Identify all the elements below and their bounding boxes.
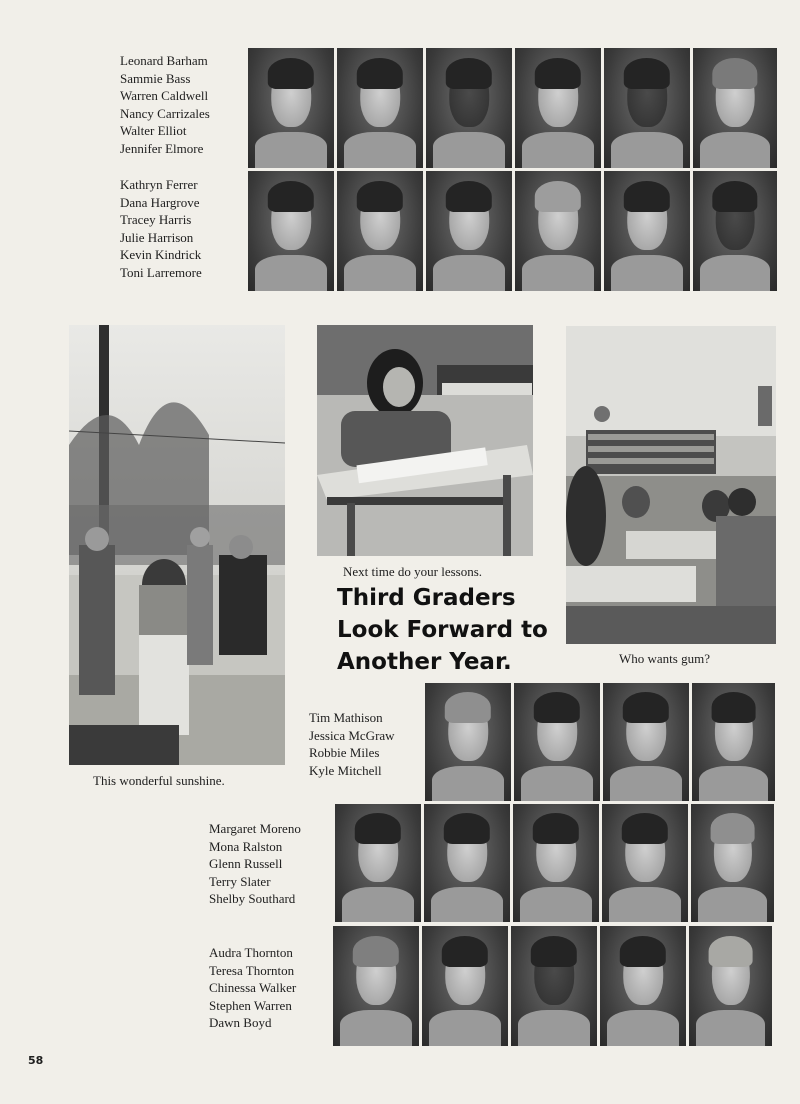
portrait-row-2: [248, 171, 777, 291]
student-portrait: [426, 48, 512, 168]
student-portrait: [424, 804, 510, 922]
photo-caption-sunshine: This wonderful sunshine.: [93, 773, 225, 788]
portrait-row-5: [333, 926, 772, 1046]
student-portrait: [425, 683, 511, 801]
student-portrait: [603, 683, 689, 801]
student-portrait: [248, 171, 334, 291]
student-portrait: [693, 171, 777, 291]
name-list-row-3: [309, 709, 395, 779]
student-portrait: [604, 48, 690, 168]
student-name: Audra Thornton: [209, 945, 293, 960]
student-portrait: [515, 171, 601, 291]
student-portrait: [333, 926, 419, 1046]
student-portrait: [514, 683, 600, 801]
student-portrait: [422, 926, 508, 1046]
page-headline: [337, 582, 548, 678]
student-name: Tracey Harris: [120, 212, 192, 228]
headline-line-2: Look Forward to: [337, 617, 548, 643]
portrait-row-1: [248, 48, 777, 168]
student-name: Kathryn Ferrer: [120, 177, 198, 192]
name-list-row-2: [120, 176, 202, 282]
student-name: Jennifer Elmore: [120, 140, 204, 156]
student-portrait: [604, 171, 690, 291]
student-name: Terry Slater: [209, 873, 271, 889]
outdoor-photo: [69, 325, 285, 765]
student-name: Stephen Warren: [209, 997, 292, 1013]
student-name: Shelby Southard: [209, 891, 296, 907]
headline-line-1: Third Graders: [337, 585, 516, 611]
student-name: Margaret Moreno: [209, 821, 301, 836]
headline-line-3: Another Year.: [337, 649, 512, 675]
student-portrait: [248, 48, 334, 168]
student-portrait: [692, 683, 775, 801]
student-portrait: [515, 48, 601, 168]
portrait-row-4: [335, 804, 774, 922]
student-portrait: [426, 171, 512, 291]
student-name: Dana Hargrove: [120, 194, 200, 210]
student-name: Jessica McGraw: [309, 727, 395, 743]
student-name: Toni Larremore: [120, 264, 202, 280]
student-portrait: [335, 804, 421, 922]
student-portrait: [511, 926, 597, 1046]
student-name: Warren Caldwell: [120, 88, 209, 104]
name-list-row-4: [209, 820, 301, 908]
student-name: Julie Harrison: [120, 229, 194, 245]
page-number: 58: [28, 1054, 44, 1067]
student-name: Robbie Miles: [309, 745, 380, 761]
student-name: Kyle Mitchell: [309, 762, 382, 778]
name-list-row-5: [209, 944, 296, 1032]
student-name: Mona Ralston: [209, 838, 283, 854]
photo-caption-gum: Who wants gum?: [619, 651, 710, 666]
student-name: Teresa Thornton: [209, 962, 295, 978]
student-portrait: [337, 171, 423, 291]
student-name: Glenn Russell: [209, 856, 283, 872]
student-name: Nancy Carrizales: [120, 105, 210, 121]
student-portrait: [337, 48, 423, 168]
photo-caption-lessons: Next time do your lessons.: [343, 564, 483, 579]
student-name: Tim Mathison: [309, 710, 383, 725]
student-name: Chinessa Walker: [209, 980, 297, 996]
portrait-row-3: [425, 683, 775, 801]
student-name: Dawn Boyd: [209, 1015, 272, 1031]
student-name: Walter Elliot: [120, 123, 187, 139]
student-name: Kevin Kindrick: [120, 247, 202, 263]
student-name: Sammie Bass: [120, 70, 191, 86]
student-portrait: [693, 48, 777, 168]
name-list-row-1: [120, 52, 210, 158]
student-portrait: [513, 804, 599, 922]
classroom-desk-photo: [317, 325, 533, 556]
student-portrait: [691, 804, 774, 922]
student-name: Leonard Barham: [120, 53, 208, 68]
classroom-wide-photo: [566, 326, 776, 644]
student-portrait: [602, 804, 688, 922]
student-portrait: [689, 926, 772, 1046]
student-portrait: [600, 926, 686, 1046]
